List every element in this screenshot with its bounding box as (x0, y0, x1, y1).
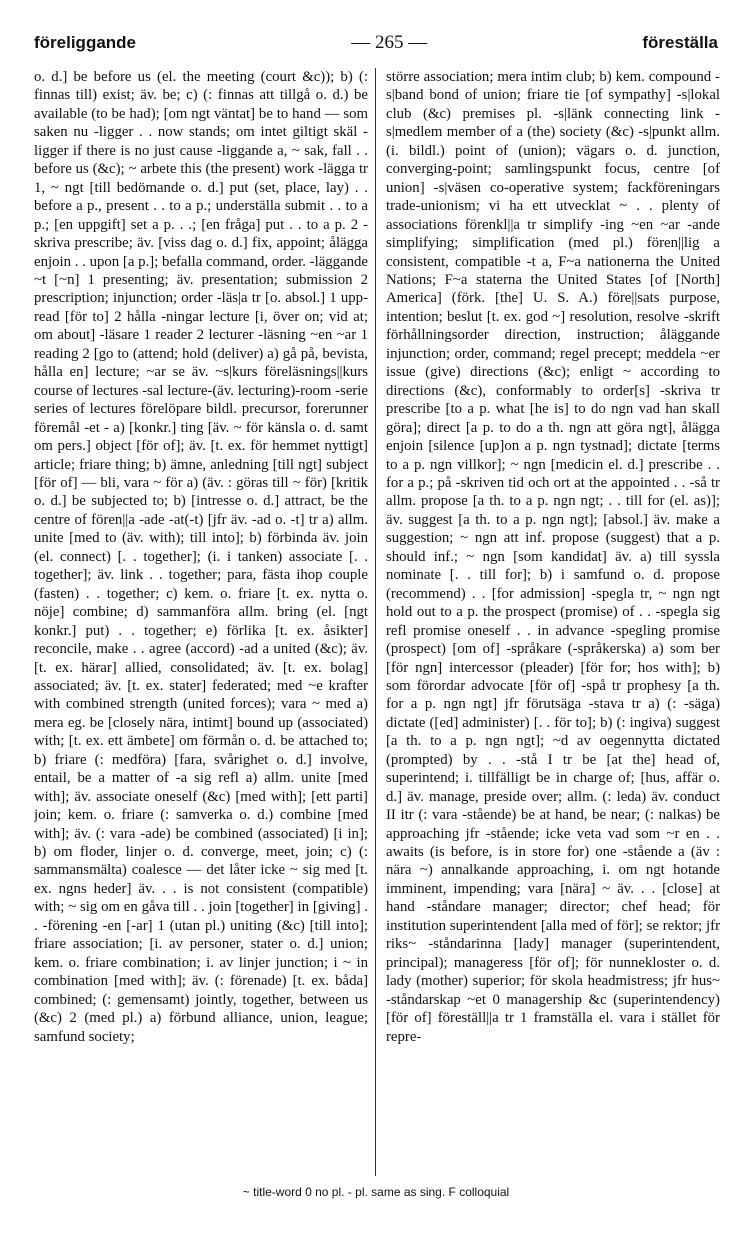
left-column-entries: o. d.] be before us (el. the meeting (court &c)); b) (: finnas till) exist; äv. be; c) (: finnas att tillgå o. d.) be available (to be had); [om ngt väntat] be to hand — som saken nu -ligger . . now stands; om intet giltigt skäl -ligger if there is no just cause -liggande a, ~ sak, fall . . before us (&c); ~ arbete this (the present) work -lägga tr 1, ~ ngt [till bedömande o. d.] put (set, place, lay) . . before a p., present . . to a p.; underställa submit . . to a p.; [en uppgift] set a p. . .; [en fråga] put . . to a p. 2 -skriva prescribe; äv. [viss dag o. d.] fix, appoint; ålägga enjoin . . upon [a p.]; befalla command, order. -läggande ~t [~n] 1 presenting; äv. presentation; submission 2 prescription; injunction; order -läs|a tr [o. absol.] 1 upp- read [för to] 2 hålla -ningar lecture [i, över on; vid at; om about] -läsare 1 reader 2 lecturer -läsning ~en ~ar 1 reading 2 [go to (attend; hold (deliver) a) gå på, bevista, hålla en] lecture; ~ar se äv. ~s|kurs föreläsnings||kurs course of lectures -sal lecture-(äv. lecturing)-room -serie series of lectures förelöpare bildl. precursor, forerunner föremål -et - a) [konkr.] ting [äv. ~ för känsla o. d. samt om pers.] object [för of]; äv. [t. ex. för hemmet nyttigt] article; friare thing; b) ämne, anledning [till ngt] subject [för of] — bli, vara ~ för a) (äv. : göras till ~ för) [kritik o. d.] be subjected to; b) [intresse o. d.] attract, be the centre of fören||a -ade -at(-t) [jfr äv. -ad o. -t] tr a) allm. unite [med to (äv. with); till into]; b) förbinda äv. join (el. connect) [. . together]; (i. i tanken) associate [. . together]; äv. link . . together; para, fästa ihop couple (fasten) . . together; c) kem. o. friare [t. ex. nytta o. nöje] combine; d) sammanföra allm. bring (el. [ngt konkr.] put) . . together; e) förlika [t. ex. åsikter] reconcile, make . . agree (accord) -ad a united (&c); äv. [t. ex. härar] allied, consolidated; äv. [t. ex. bolag] associated; äv. [t. ex. stater] federated; med ~e krafter with combined strength (united forces); vara ~ med a) mera eg. be [closely nära, intimt] bound up (associated) with; [t. ex. ett ämbete] om förmån o. d. be attached to; b) friare (: medföra) [fara, svårighet o. d.] involve, entail, be a matter of -a sig refl a) allm. unite [med with]; äv. associate oneself (&c) [med with]; [ett parti] join; kem. o. friare (: samverka o. d.) combine [med with]; äv. (: vara -ade) be combined (associated) [i in]; b) om floder, linjer o. d. converge, meet, join; c) (: sammansmälta) coalesce — det låter icke ~ sig med [t. ex. ngns heder] äv. . . is not consistent (compatible) with; ~ sig om en gåva till . . join [together] in [giving] . . -förening -en [-ar] 1 (utan pl.) uniting (&c) [till into]; friare association; [i. av personer, stater o. d.] union; kem. o. friare combination; i. av linjer junction; i ~ in combination [med with]; äv. (: förenade) [t. ex. båda] combined; (: gemensamt) jointly, together, between us (&c) 2 (med pl.) a) förbund alliance, union, league; samfund society; (34, 69, 368, 1045)
column-divider (375, 68, 376, 1176)
right-running-headword: föreställa (642, 33, 718, 52)
page-header (34, 32, 718, 58)
left-running-headword: föreliggande (34, 33, 137, 52)
page-number: — 265 — (351, 32, 428, 53)
dictionary-columns (34, 68, 720, 1176)
abbreviation-legend-footer: ~ title-word 0 no pl. - pl. same as sing. F colloquial (242, 1185, 510, 1199)
right-column-entries: större association; mera intim club; b) kem. compound -s|band bond of union; friare tie [of sympathy] -s|lokal club (&c) premises pl. -s|länk connecting link -s|medlem member of a (the) society (&c) -s|punkt allm. (i. bildl.) point of (union); vägars o. d. junction, converging-point; samlingspunkt focus, centre [of union] -s|väsen co-operative system; fackföreningars trade-unionism; vi ha ett utvecklat ~ . . plenty of associations förenkl||a tr simplify -ing ~en ~ar -ande simplifying; simplification (med pl.) fören||lig a consistent, compatible -t a, F~a nationerna the United Nations; F~a staterna the United States [of [North] America] (förk. [the] U. S. A.) före||sats purpose, intention; beslut [t. ex. god ~] resolution, resolve -skrift förhållningsorder direction, instruction; åläggande injunction; order, command; regel precept; meddela ~er issue (give) directions (&c); enligt ~ according to directions (&c), conformably to order[s] -skriva tr prescribe [to a p. what [he is] to do ngn vad han skall göra]; direct [a p. to do a th. ngn att göra ngt], ålägga enjoin [silence [up]on a p. ngn tystnad]; dictate [terms to a p. ngn villkor]; ~ ngn [medicin el. d.] prescribe . . for a p.; på -skriven tid och ort at the appointed . . -så tr allm. propose [a th. to a p. ngn ngt; . . till for (el. as)]; äv. suggest [a th. to a p. ngn ngt]; [absol.] äv. make a suggestion; ~ ngn att inf. propose (suggest) that a p. should inf.; ~ ngn [som kandidat] äv. a) till sysslа nominate [. . till for]; b) i samfund o. d. propose (recommend) . . [for admission] -spegla tr, ~ ngn ngt hold out to a p. the prospect (promise) of . . -spegla sig refl promise oneself . . in advance -spegling promise (prospect) [om of] -språkare (-språkerska) a) som ber [för ngn] intercessor (pleader) [för for; hos with]; b) som förordar advocate [för of] -spå tr prophesy [a th. for a p. ngn ngt] jfr förutsäga -stava tr a) (: -säga) dictate ([ed] administer) [. . för to]; b) (: ingiva) suggest [a th. to a p. ngn ngt]; ~d av oegennytta dictated (prompted) by . . -stå I tr be [at the] head of, superintend; i. tillfälligt be in charge of; [hus, affär o. d.] äv. manage, preside over; allm. (: leda) äv. conduct II itr (: vara -stående) be at hand, be near; (: nalkas) be approaching jfr -stående; icke veta vad som ~r en . . awaits (is before, is in store for) one -stående a (äv : nära ~) annalkande approaching, i. om ngt hotande imminent, impending; vara [nära] ~ äv. . . [close] at hand -ståndare manager; director; chef head; för institution superintendent [alla med of för]; se rektor; jfr riks~ -ståndarinna [lady] manager (superintendent, principal); manageress [för of]; för nunnekloster o. d. lady (mother) superior; för skola headmistress; jfr hus~ -ståndarskap ~et 0 managership &c (superintendency) [för of] föreställ||a tr 1 framställa el. vara i stället för repre- (386, 69, 720, 1045)
